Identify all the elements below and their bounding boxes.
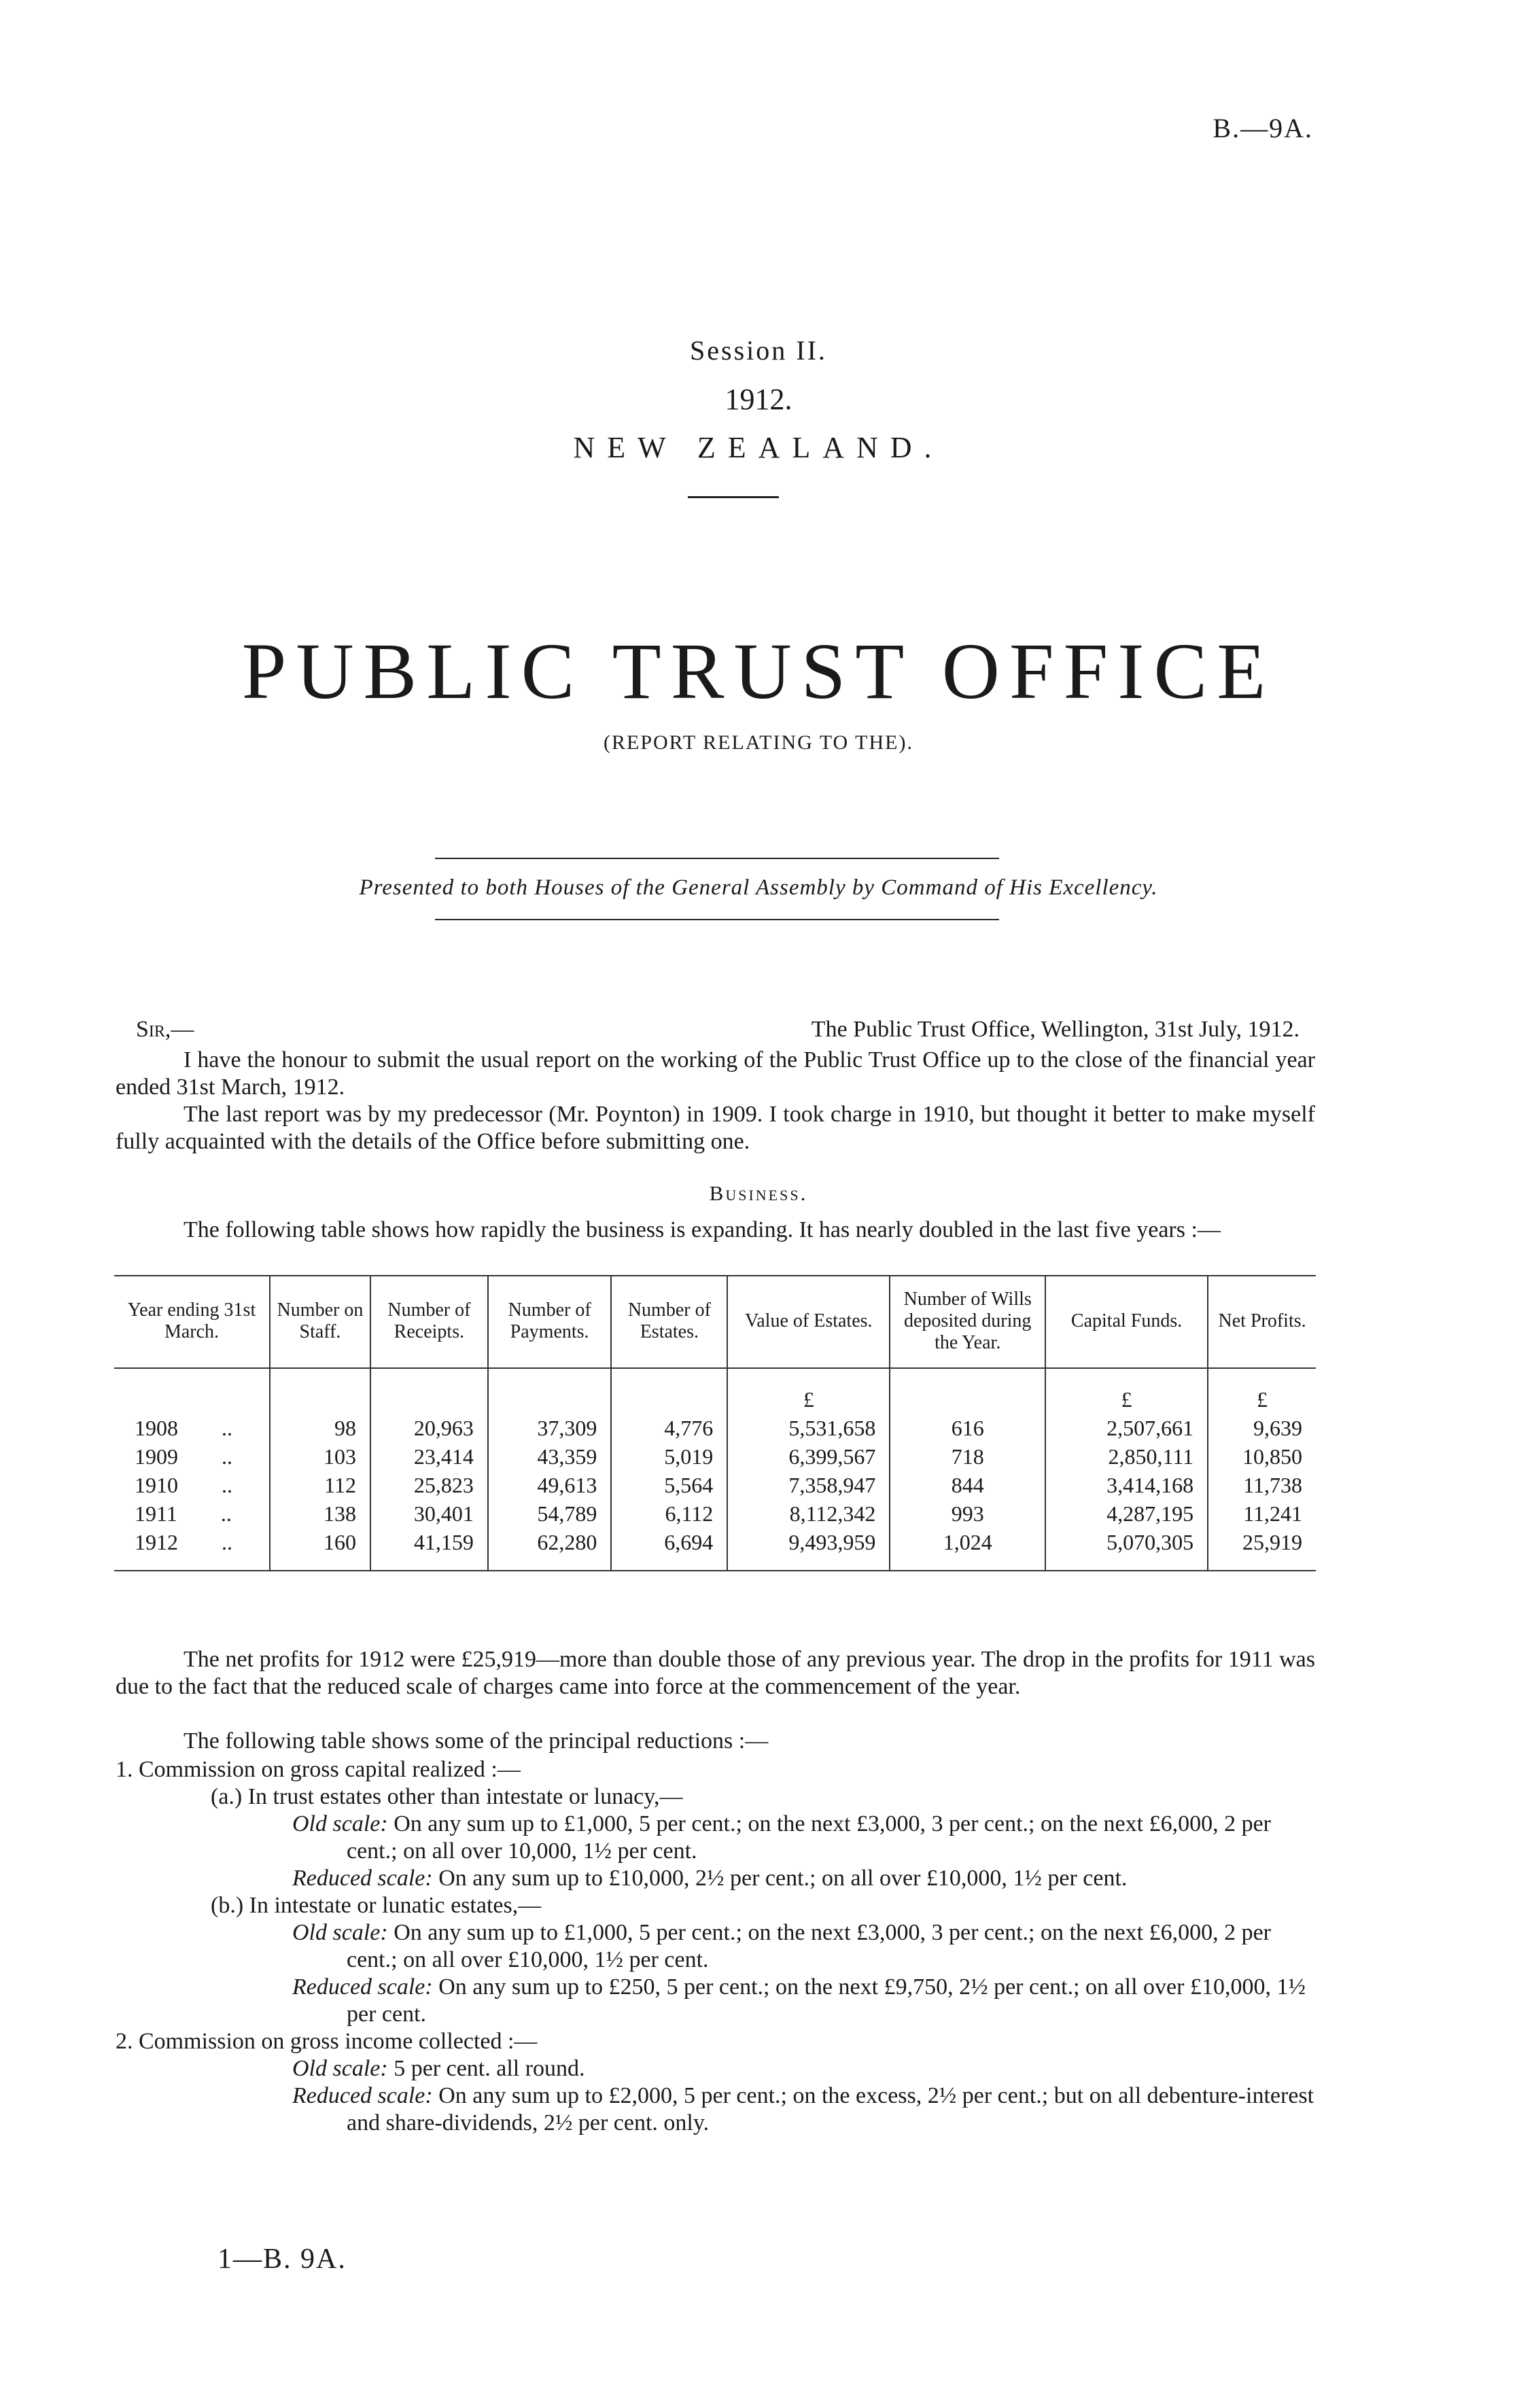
- table-cell: [270, 1368, 370, 1414]
- scale-text: On any sum up to £250, 5 per cent.; on the next £9,750, 2½ per cent.; on all over £10,000, 1½ per cent.: [347, 1974, 1306, 2027]
- leader-dots: ..: [222, 1530, 232, 1554]
- list-item: 1. Commission on gross capital realized :—: [116, 1757, 521, 1782]
- table-cell: [114, 1442, 270, 1471]
- year-label: 1912.: [725, 383, 792, 416]
- divider: [435, 858, 999, 859]
- table-cell: 30,401: [370, 1499, 488, 1528]
- column-header: Year ending 31st March.: [127, 1299, 256, 1342]
- table-cell: 5,019: [611, 1442, 727, 1471]
- table-cell: 103: [270, 1442, 370, 1471]
- column-header: Net Profits.: [1208, 1276, 1316, 1368]
- document-reference: B.—9A.: [1213, 113, 1313, 143]
- list-item: (a.) In trust estates other than intestate or lunacy,—: [211, 1784, 683, 1809]
- column-header: Number of Estates.: [611, 1276, 727, 1368]
- session-label: Session II.: [690, 335, 827, 366]
- page-subtitle: (REPORT RELATING TO THE).: [604, 731, 913, 754]
- table-cell: £: [1208, 1368, 1316, 1414]
- table-cell: [488, 1368, 612, 1414]
- table-cell: £: [727, 1368, 890, 1414]
- column-header: Number on Staff.: [270, 1276, 370, 1368]
- column-header: Value of Estates.: [727, 1276, 890, 1368]
- table-cell: 112: [270, 1471, 370, 1499]
- table-row: [114, 1528, 1316, 1571]
- table-cell: 5,531,658: [727, 1414, 890, 1442]
- list-item: [116, 1811, 1315, 1865]
- scale-text: 5 per cent. all round.: [394, 2056, 585, 2081]
- table-row: [114, 1442, 1316, 1471]
- table-cell: 5,564: [611, 1471, 727, 1499]
- presented-line: Presented to both Houses of the General Assembly by Command of His Excellency.: [359, 875, 1158, 900]
- year-cell: 1911: [135, 1501, 177, 1526]
- table-cell: 6,112: [611, 1499, 727, 1528]
- letter-address: The Public Trust Office, Wellington, 31st July, 1912.: [811, 1017, 1300, 1042]
- table-cell: 10,850: [1208, 1442, 1316, 1471]
- table-cell: 25,919: [1208, 1528, 1316, 1571]
- table-cell: 43,359: [488, 1442, 612, 1471]
- table-cell: [114, 1499, 270, 1528]
- scale-label: Reduced scale:: [292, 1866, 433, 1891]
- list-item: [116, 2082, 1315, 2137]
- table-cell: [611, 1368, 727, 1414]
- table-cell: 37,309: [488, 1414, 612, 1442]
- leader-dots: ..: [222, 1416, 232, 1440]
- table-header-row: [114, 1276, 1316, 1368]
- list-item: 2. Commission on gross income collected :—: [116, 2029, 538, 2054]
- scale-label: Old scale:: [292, 2056, 388, 2081]
- year-cell: 1912: [135, 1530, 178, 1554]
- country-label: NEW ZEALAND.: [573, 431, 944, 464]
- table-cell: [114, 1528, 270, 1571]
- table-cell: 98: [270, 1414, 370, 1442]
- table-cell: 4,776: [611, 1414, 727, 1442]
- table-cell: [890, 1368, 1045, 1414]
- table-cell: 49,613: [488, 1471, 612, 1499]
- table-cell: 62,280: [488, 1528, 612, 1571]
- table-cell: 23,414: [370, 1442, 488, 1471]
- list-item: [116, 1919, 1315, 1974]
- scale-text: On any sum up to £1,000, 5 per cent.; on the next £3,000, 3 per cent.; on the next £6,000, 2 per cent.; on all over 10,000, 1½ per cent.: [347, 1811, 1271, 1864]
- table-cell: 616: [890, 1414, 1045, 1442]
- scale-label: Old scale:: [292, 1920, 388, 1945]
- table-row: [114, 1414, 1316, 1442]
- paragraph: The net profits for 1912 were £25,919—more than double those of any previous year. The drop in the profits for 1911 was due to the fact that the reduced scale of charges came into force at the commencement of the year.: [116, 1647, 1315, 1699]
- table-row: [114, 1471, 1316, 1499]
- page-title: PUBLIC TRUST OFFICE: [241, 627, 1276, 716]
- table-cell: 2,507,661: [1045, 1414, 1208, 1442]
- year-cell: 1908: [135, 1416, 178, 1440]
- table-cell: 11,241: [1208, 1499, 1316, 1528]
- table-cell: 41,159: [370, 1528, 488, 1571]
- table-cell: [114, 1471, 270, 1499]
- statistics-table: [114, 1275, 1316, 1571]
- table-cell: 6,399,567: [727, 1442, 890, 1471]
- table-cell: 993: [890, 1499, 1045, 1528]
- column-header: Number of Receipts.: [370, 1276, 488, 1368]
- table-cell: 5,070,305: [1045, 1528, 1208, 1571]
- table-cell: 25,823: [370, 1471, 488, 1499]
- scale-text: On any sum up to £1,000, 5 per cent.; on the next £3,000, 3 per cent.; on the next £6,000, 2 per cent.; on all over £10,000, 1½ per cent.: [347, 1920, 1271, 1972]
- table-cell: 20,963: [370, 1414, 488, 1442]
- table-cell: 844: [890, 1471, 1045, 1499]
- table-cell: 8,112,342: [727, 1499, 890, 1528]
- table-cell: 9,639: [1208, 1414, 1316, 1442]
- scale-label: Reduced scale:: [292, 2083, 433, 2108]
- table-cell: [114, 1414, 270, 1442]
- scale-label: Reduced scale:: [292, 1974, 433, 2000]
- table-cell: [114, 1368, 270, 1414]
- page-footer: 1—B. 9A.: [217, 2244, 347, 2275]
- leader-dots: ..: [222, 1473, 232, 1497]
- divider: [688, 496, 779, 498]
- divider: [435, 919, 999, 920]
- table-unit-row: [114, 1368, 1316, 1414]
- table-cell: £: [1045, 1368, 1208, 1414]
- column-header: Capital Funds.: [1045, 1276, 1208, 1368]
- table-cell: 7,358,947: [727, 1471, 890, 1499]
- column-header: Number of Payments.: [488, 1276, 612, 1368]
- reductions-list: [116, 1756, 1315, 2137]
- salutation: Sir,—: [136, 1017, 194, 1042]
- table-cell: 718: [890, 1442, 1045, 1471]
- leader-dots: ..: [220, 1501, 232, 1526]
- list-item: [116, 1865, 1315, 1892]
- paragraph: I have the honour to submit the usual report on the working of the Public Trust Office up to the close of the financial year ended 31st March, 1912.: [116, 1047, 1315, 1100]
- paragraph: The following table shows some of the principal reductions :—: [184, 1728, 769, 1753]
- scale-label: Old scale:: [292, 1811, 388, 1836]
- table-cell: 11,738: [1208, 1471, 1316, 1499]
- column-header: Number of Wills deposited during the Year.: [890, 1276, 1045, 1368]
- paragraph: The following table shows how rapidly the business is expanding. It has nearly doubled in the last five years :—: [184, 1217, 1221, 1242]
- table-cell: 54,789: [488, 1499, 612, 1528]
- table-row: [114, 1499, 1316, 1528]
- list-item: [116, 2055, 1315, 2082]
- table-cell: 6,694: [611, 1528, 727, 1571]
- table-cell: [370, 1368, 488, 1414]
- section-heading: Business.: [709, 1181, 808, 1205]
- table-cell: 138: [270, 1499, 370, 1528]
- list-item: [116, 1974, 1315, 2028]
- scale-text: On any sum up to £2,000, 5 per cent.; on the excess, 2½ per cent.; but on all debenture-interest and share-dividends, 2½ per cent. only.: [347, 2083, 1314, 2135]
- table-cell: 1,024: [890, 1528, 1045, 1571]
- year-cell: 1910: [135, 1473, 178, 1497]
- table-cell: 4,287,195: [1045, 1499, 1208, 1528]
- paragraph: The last report was by my predecessor (Mr. Poynton) in 1909. I took charge in 1910, but thought it better to make myself fully acquainted with the details of the Office before submitting one.: [116, 1102, 1315, 1154]
- table-cell: 2,850,111: [1045, 1442, 1208, 1471]
- table-cell: 3,414,168: [1045, 1471, 1208, 1499]
- table-cell: 160: [270, 1528, 370, 1571]
- table-cell: 9,493,959: [727, 1528, 890, 1571]
- scale-text: On any sum up to £10,000, 2½ per cent.; on all over £10,000, 1½ per cent.: [438, 1866, 1128, 1891]
- list-item: (b.) In intestate or lunatic estates,—: [211, 1893, 542, 1918]
- leader-dots: ..: [222, 1444, 232, 1469]
- year-cell: 1909: [135, 1444, 178, 1469]
